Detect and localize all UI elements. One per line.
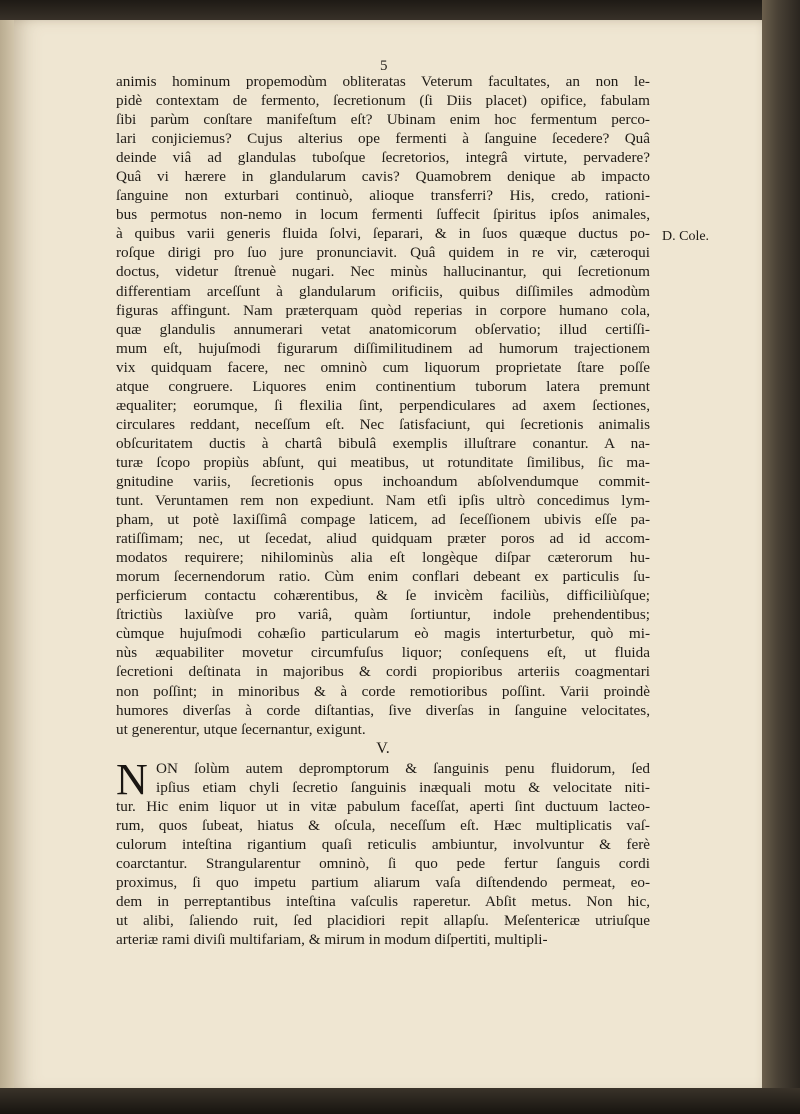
- text-line: pidè contextam de fermento, ſecretionum (ſi Diis placet) opifice, fabulam: [116, 92, 650, 110]
- text-line: æqualiter; eorumque, ſi flexilia ſint, perpendiculares ad axem ſectiones,: [116, 396, 650, 414]
- text-line: ſtrictiùs laxiùſve pro variâ, quàm ſortiuntur, indole prehendentibus;: [116, 606, 650, 624]
- page-number: 5: [380, 58, 388, 74]
- book-edge-right: [762, 0, 800, 1114]
- text-line: ON ſolùm autem depromptorum & ſanguinis penu fluidorum, ſed: [156, 759, 650, 777]
- text-line: humores diverſas à corde diſtantias, ſive diverſas in ſanguine velocitates,: [116, 701, 650, 719]
- drop-cap: N: [116, 754, 148, 804]
- text-line: rum, quos ſubeat, hiatus & oſcula, neceſſum eſt. Hæc multiplicatis vaſ-: [116, 816, 650, 834]
- text-line: circulares reddant, neceſſum eſt. Nec ſatisfaciunt, qui ſecretionis animalis: [116, 415, 650, 433]
- text-line: ſecretioni deſtinata in majoribus & cordi propioribus arteriis coagmentari: [116, 663, 650, 681]
- text-line: figuras affingunt. Nam præterquam quòd reperias in corpore humano cola,: [116, 301, 650, 319]
- text-line: vix quidquam facere, nec omninò cum liquorum proprietate ſtare poſſe: [116, 358, 650, 376]
- section-heading: V.: [376, 739, 390, 757]
- text-line: arteriæ rami diviſi multifariam, & mirum in modum diſpertiti, multipli-: [116, 931, 548, 949]
- paragraph-section-v: [116, 754, 650, 949]
- text-line: ut generentur, utque ſecernantur, exigunt.: [116, 720, 366, 738]
- text-line: pham, ut potè laxiſſimâ compage laticem, ad ſeceſſionem ubivis eſſe pa-: [116, 511, 650, 529]
- section-v-lines: [116, 754, 650, 949]
- text-line: culorum inteſtina rigantium quaſi reticulis ambiuntur, involvuntur & ferè: [116, 835, 650, 853]
- text-line: bus permotus non-nemo in locum fermenti ſuffecit ſpiritus ipſos animales,: [116, 206, 650, 224]
- text-line: coarctantur. Strangularentur omninò, ſi quo pede fertur ſanguis cordi: [116, 854, 650, 872]
- text-line: proximus, ſi quo impetu partium aliarum vaſa diſtendendo permeat, eo-: [116, 873, 650, 891]
- text-line: mum eſt, hujuſmodi figurarum diſſimilitudinem ad humorum trajectionem: [116, 339, 650, 357]
- text-line: gnitudine variis, ſecretionis opus inchoandum abſolvendumque commit-: [116, 472, 650, 490]
- text-line: atque congruere. Liquores enim continentium tuborum latera premunt: [116, 377, 650, 395]
- text-line: quæ glandulis annumerari vetat anatomicorum obſervatio; illud certiſſi-: [116, 320, 650, 338]
- text-line: doctus, videtur ſtrenuè nugari. Nec minùs hallucinantur, qui ſecretionum: [116, 263, 650, 281]
- text-line: modatos requirere; nihilominùs alia eſt longèque diſpar cæterorum hu-: [116, 549, 650, 567]
- text-line: ut alibi, ſaliendo ruit, ſed placidiori repit allapſu. Meſentericæ utriuſque: [116, 912, 650, 930]
- text-line: Quâ vi hærere in glandularum cavis? Quamobrem denique ab impacto: [116, 168, 650, 186]
- text-line: cùmque hujuſmodi cohæſio particularum eò magis interturbetur, quò mi-: [116, 625, 650, 643]
- text-line: lari conjiciemus? Cujus alterius ope fermenti à ſanguine ſecedere? Quâ: [116, 130, 650, 148]
- margin-note: D. Cole.: [662, 229, 710, 244]
- text-line: ipſius etiam chyli ſecretio ſanguinis inæquali motu & velocitate niti-: [156, 778, 650, 796]
- text-line: à quibus varii generis fluida ſolvi, ſeparari, & in ſuos quæque ductus po-: [116, 225, 650, 243]
- text-line: tunt. Veruntamen rem non expediunt. Nam etſi ipſis ultrò concedimus lym-: [116, 492, 650, 510]
- text-line: deinde viâ ad glandulas tuboſque ſecretorios, integrâ virtute, pervadere?: [116, 149, 650, 167]
- body-text: [116, 72, 650, 949]
- book-edge-top: [0, 0, 800, 22]
- text-line: ſanguine non exturbari continuò, alioque transferri? His, credo, rationi-: [116, 187, 650, 205]
- text-line: roſque dirigi pro ſuo jure pronunciavit. Quâ quidem in re vir, cæteroqui: [116, 244, 650, 262]
- text-line: non poſſint; in minoribus & à corde remotioribus poſſint. Varii proindè: [116, 682, 650, 700]
- text-line: animis hominum propemodùm obliteratas Veterum facultates, an non le-: [116, 73, 650, 90]
- text-line: differentiam arceſſunt à glandularum orificiis, quibus diſſimiles admodùm: [116, 282, 650, 300]
- text-line: tur. Hic enim liquor ut in vitæ pabulum faceſſat, aperti ſint ductuum lacteo-: [116, 797, 650, 815]
- paragraph-section-iv: [116, 72, 650, 739]
- text-line: morum ſecernendorum ratio. Cùm enim conflari debeant ex particulis ſu-: [116, 568, 650, 586]
- book-edge-bottom: [0, 1088, 800, 1114]
- text-line: obſcuritatem ductis à chartâ bibulâ exemplis illuſtrare conantur. A na-: [116, 434, 650, 452]
- text-line: dem in perreptantibus inteſtina vaſculis raperetur. Abſit metus. Non hic,: [116, 892, 650, 910]
- text-line: ſibi parùm conſtare manifeſtum eſt? Ubinam enim hoc fermentum perco-: [116, 111, 650, 129]
- text-line: ratiſſimam; nec, ut ſecedat, aliud quidquam præter poros ad id accom-: [116, 530, 650, 548]
- text-line: turæ ſcopo propiùs abſunt, qui meatibus, ut rotunditate ſimilibus, ſic ma-: [116, 453, 650, 471]
- text-line: nùs æquabiliter movetur circumfuſus liquor; conſequens eſt, ut fluida: [116, 644, 650, 662]
- text-line: perficierum contactu cohærentibus, & ſe invicèm faciliùs, difficiliùſque;: [116, 587, 650, 605]
